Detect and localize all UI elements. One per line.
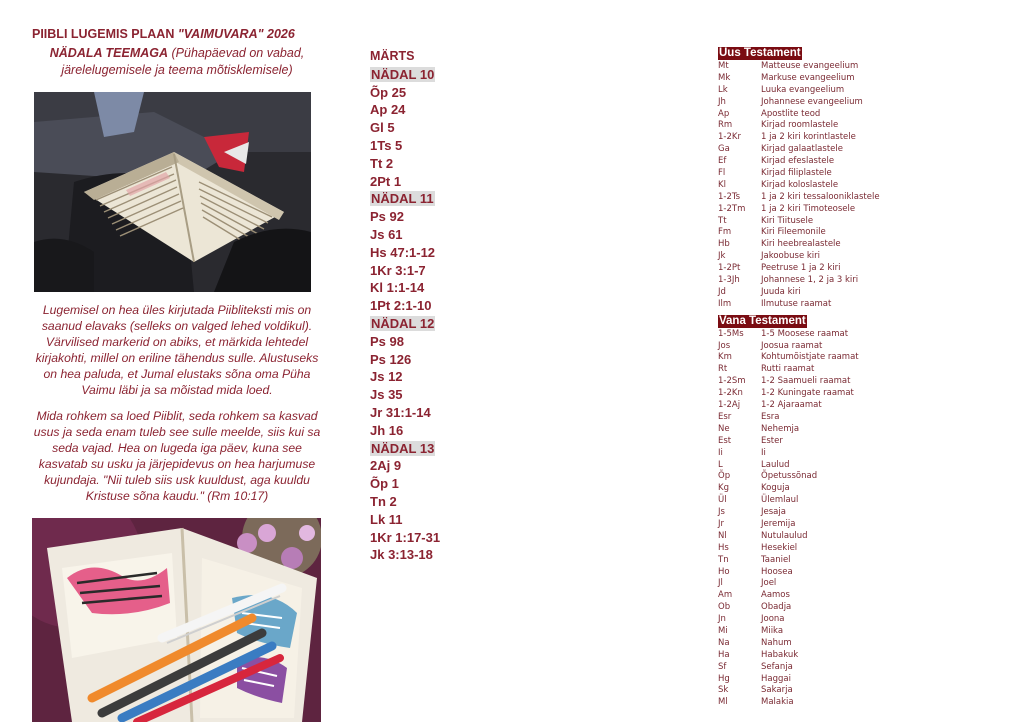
reading-entry: 1Ts 5: [370, 137, 403, 153]
book-abbr: Tt: [718, 215, 727, 226]
book-abbr: Lk: [718, 84, 728, 95]
book-row: [718, 364, 1018, 376]
book-row: [718, 424, 1018, 436]
book-abbr: Nl: [718, 530, 727, 541]
book-name: Nahum: [761, 637, 792, 648]
book-abbr: Fl: [718, 168, 726, 179]
book-row: [718, 471, 1018, 483]
book-row: [718, 697, 1018, 709]
book-row: [718, 329, 1018, 341]
book-name: Malakia: [761, 697, 794, 708]
book-abbr: Hg: [718, 673, 730, 684]
book-abbr: Ml: [718, 697, 728, 708]
book-name: Johannese 1, 2 ja 3 kiri: [761, 275, 859, 286]
book-row: [718, 614, 1018, 626]
book-name: 1 ja 2 kiri Timoteosele: [761, 203, 856, 214]
book-row: [718, 567, 1018, 579]
book-abbr: Ilm: [718, 298, 732, 309]
book-name: Laulud: [761, 459, 790, 470]
book-row: [718, 650, 1018, 662]
week-label: NÄDAL 12: [371, 315, 435, 331]
book-name: 1-2 Kuningate raamat: [761, 388, 854, 399]
reading-entry: Ap 24: [370, 102, 406, 118]
book-row: [718, 483, 1018, 495]
book-name: Miika: [761, 625, 784, 636]
book-abbr: Hs: [718, 542, 729, 553]
book-abbr: Jn: [718, 614, 726, 625]
book-abbr: Fm: [718, 227, 732, 238]
book-row: [718, 287, 1018, 299]
book-name: Esra: [761, 411, 780, 422]
book-abbr: Mt: [718, 61, 729, 71]
book-name: Juuda kiri: [761, 286, 801, 297]
bible-reading-photo: [34, 92, 311, 292]
book-name: Joosua raamat: [761, 340, 823, 351]
book-abbr: Est: [718, 435, 732, 446]
book-row: [718, 376, 1018, 388]
book-row: [718, 602, 1018, 614]
book-row: [718, 120, 1018, 132]
reading-entry: Õp 1: [370, 476, 399, 492]
book-abbr: Ho: [718, 566, 730, 577]
book-abbr: 1-2Kn: [718, 388, 743, 399]
book-name: Ii: [761, 447, 766, 458]
book-name: Ilmutuse raamat: [761, 298, 832, 309]
book-abbreviations: [718, 43, 1018, 709]
book-name: Haggai: [761, 673, 791, 684]
reading-plan: [370, 48, 490, 564]
book-abbr: Js: [718, 507, 725, 518]
reading-entry: Tn 2: [370, 493, 397, 509]
book-abbr: Ap: [718, 108, 730, 119]
book-row: [718, 674, 1018, 686]
book-name: Peetruse 1 ja 2 kiri: [761, 263, 841, 274]
reading-entry: Jh 16: [370, 422, 404, 438]
book-name: Hoosea: [761, 566, 793, 577]
book-row: [718, 662, 1018, 674]
journaling-bible-photo: [32, 518, 321, 722]
book-name: Nutulaulud: [761, 530, 808, 541]
book-abbr: Kl: [718, 179, 726, 190]
book-abbr: 1-2Ts: [718, 191, 741, 202]
book-abbr: Am: [718, 590, 733, 601]
book-abbr: Tn: [718, 554, 729, 565]
book-name: 1 ja 2 kiri tessalooniklastele: [761, 191, 880, 202]
book-abbr: Jk: [718, 251, 726, 262]
book-abbr: Esr: [718, 411, 732, 422]
reading-entry: Jk 3:13-18: [370, 547, 433, 563]
week-label: NÄDAL 13: [371, 440, 435, 456]
book-row: [718, 531, 1018, 543]
book-name: Joona: [761, 614, 785, 625]
book-name: Kohtumõistjate raamat: [761, 352, 859, 363]
reading-entry: Jr 31:1-14: [370, 404, 431, 420]
book-row: [718, 352, 1018, 364]
book-abbr: Jh: [718, 96, 726, 107]
book-abbr: Ob: [718, 602, 731, 613]
book-name: Sefanja: [761, 661, 793, 672]
book-name: Koguja: [761, 483, 790, 494]
book-name: Nehemja: [761, 423, 800, 434]
book-name: Kirjad filiplastele: [761, 168, 832, 179]
reading-entry: Tt 2: [370, 155, 394, 171]
book-name: Kiri Tiitusele: [761, 215, 814, 226]
book-name: 1-5 Moosese raamat: [761, 328, 849, 339]
book-row: [718, 519, 1018, 531]
intro-paragraph-2: Mida rohkem sa loed Piiblit, seda rohkem sa kasvad usus ja seda enam tuleb see sulle meelde, siis kui sa seda vajad. Hea on lugeda iga päev, kuna see kasvatab su usku ja järjepidevus on hea harjumuse kujundaja. "Nii tuleb siis usk kuuldust, aga kuuldu Kristuse sõna kaudu." (Rm 10:17): [33, 409, 321, 503]
book-abbr: Hb: [718, 239, 730, 250]
book-name: 1 ja 2 kiri korintlastele: [761, 132, 856, 143]
book-abbr: Jl: [718, 578, 723, 589]
book-abbr: Jos: [718, 340, 731, 351]
reading-entry: Js 35: [370, 387, 403, 403]
book-abbr: Mk: [718, 72, 731, 83]
book-row: [718, 132, 1018, 144]
plan-title: PIIBLI LUGEMIS PLAAN "VAIMUVARA" 2026: [32, 27, 295, 41]
book-row: [718, 388, 1018, 400]
book-row: [718, 590, 1018, 602]
book-abbr: 1-2Pt: [718, 263, 741, 274]
book-abbr: 1-2Aj: [718, 400, 741, 411]
book-name: Kiri heebrealastele: [761, 239, 841, 250]
book-row: [718, 61, 1018, 73]
book-name: Obadja: [761, 602, 792, 613]
book-row: [718, 85, 1018, 97]
book-abbr: Rm: [718, 120, 733, 131]
book-name: Kirjad galaatlastele: [761, 144, 843, 155]
book-abbr: Ne: [718, 423, 730, 434]
book-name: Habakuk: [761, 649, 799, 660]
intro-paragraph-1: Lugemisel on hea üles kirjutada Piibliteksti mis on saanud elavaks (selleks on valged lehed voldikul). Värvilised markerid on abiks, et märkida lehtedel kirjakohti, millel on eriline tähendus sulle. Alustuseks on hea paluda, et Jumal elustaks sõna oma Püha Vaimu läbi ja sa mõistad mida loed.: [35, 303, 319, 397]
book-row: [718, 180, 1018, 192]
book-name: Kiri Fileemonile: [761, 227, 826, 238]
book-row: [718, 555, 1018, 567]
book-row: [718, 239, 1018, 251]
book-name: Õpetussõnad: [761, 471, 818, 482]
book-name: Joel: [761, 578, 777, 589]
book-name: Luuka evangeelium: [761, 84, 845, 95]
book-row: [718, 227, 1018, 239]
book-abbr: Kg: [718, 483, 729, 494]
book-abbr: 1-5Ms: [718, 328, 744, 339]
book-name: Hesekiel: [761, 542, 798, 553]
book-abbr: Ii: [718, 447, 723, 458]
book-name: Ülemlaul: [761, 495, 799, 506]
book-row: [718, 251, 1018, 263]
book-abbr: Ül: [718, 495, 727, 506]
book-name: Sakarja: [761, 685, 793, 696]
ot-section: [718, 311, 1018, 710]
reading-entry: Hs 47:1-12: [370, 244, 436, 260]
book-row: [718, 263, 1018, 275]
book-name: Apostlite teod: [761, 108, 821, 119]
reading-entry: 1Kr 1:17-31: [370, 529, 441, 545]
book-name: Jeremija: [761, 518, 796, 529]
book-name: Kirjad koloslastele: [761, 179, 839, 190]
book-abbr: Ha: [718, 649, 730, 660]
book-abbr: Km: [718, 352, 732, 363]
book-abbr: Jd: [718, 286, 726, 297]
book-row: [718, 299, 1018, 311]
reading-entry: 1Pt 2:1-10: [370, 298, 432, 314]
theme-note: NÄDALA TEEMAGA (Pühapäevad on vabad, järelelugemisele ja teema mõtisklemisele): [49, 46, 305, 77]
book-abbr: Na: [718, 637, 730, 648]
book-name: Ester: [761, 435, 783, 446]
book-name: Taaniel: [761, 554, 791, 565]
book-abbr: 1-2Tm: [718, 203, 746, 214]
book-row: [718, 685, 1018, 697]
book-abbr: Õp: [718, 471, 731, 482]
book-abbr: 1-2Kr: [718, 132, 741, 143]
reading-entry: Lk 11: [370, 511, 403, 527]
book-row: [718, 204, 1018, 216]
book-name: Rutti raamat: [761, 364, 815, 375]
book-row: [718, 168, 1018, 180]
week-label: NÄDAL 10: [371, 66, 435, 82]
book-name: Kirjad efeslastele: [761, 156, 835, 167]
book-row: [718, 436, 1018, 448]
reading-entry: Ps 126: [370, 351, 412, 367]
book-row: [718, 578, 1018, 590]
book-row: [718, 448, 1018, 460]
book-name: Jesaja: [761, 507, 786, 518]
reading-entry: Gl 5: [370, 120, 395, 136]
book-row: [718, 460, 1018, 472]
book-row: [718, 412, 1018, 424]
reading-entry: Ps 98: [370, 333, 404, 349]
book-name: Jakoobuse kiri: [761, 251, 821, 262]
book-row: [718, 216, 1018, 228]
book-abbr: L: [718, 459, 723, 470]
book-row: [718, 144, 1018, 156]
book-row: [718, 341, 1018, 353]
book-name: Kirjad roomlastele: [761, 120, 839, 131]
book-abbr: 1-2Sm: [718, 376, 746, 387]
reading-entry: Js 61: [370, 226, 403, 242]
nt-section: [718, 43, 1018, 311]
nt-heading: Uus Testament: [719, 47, 801, 59]
book-name: 1-2 Saamueli raamat: [761, 376, 851, 387]
book-abbr: Ef: [718, 156, 727, 167]
reading-entry: Js 12: [370, 369, 403, 385]
book-name: Matteuse evangeelium: [761, 61, 859, 71]
book-row: [718, 400, 1018, 412]
book-row: [718, 507, 1018, 519]
book-row: [718, 626, 1018, 638]
book-abbr: Ga: [718, 144, 730, 155]
book-row: [718, 192, 1018, 204]
book-name: Aamos: [761, 590, 790, 601]
book-row: [718, 73, 1018, 85]
book-row: [718, 543, 1018, 555]
book-name: Markuse evangeelium: [761, 72, 855, 83]
book-name: 1-2 Ajaraamat: [761, 400, 822, 411]
reading-entry: Kl 1:1-14: [370, 280, 425, 296]
book-row: [718, 156, 1018, 168]
book-name: Johannese evangeelium: [761, 96, 863, 107]
book-row: [718, 495, 1018, 507]
book-abbr: Sk: [718, 685, 729, 696]
book-abbr: 1-3Jh: [718, 275, 740, 286]
ot-heading: Vana Testament: [719, 314, 806, 327]
book-abbr: Jr: [718, 518, 725, 529]
reading-entry: 2Pt 1: [370, 173, 402, 189]
book-row: [718, 97, 1018, 109]
reading-entry: Ps 92: [370, 209, 404, 225]
book-abbr: Sf: [718, 661, 727, 672]
book-row: [718, 275, 1018, 287]
book-row: [718, 109, 1018, 121]
book-row: [718, 638, 1018, 650]
week-label: NÄDAL 11: [371, 191, 434, 207]
left-panel: [0, 0, 350, 725]
month-label: MÄRTS: [370, 49, 415, 63]
book-abbr: Rt: [718, 364, 728, 375]
reading-entry: 2Aj 9: [370, 458, 402, 474]
reading-entry: 1Kr 3:1-7: [370, 262, 426, 278]
reading-entry: Õp 25: [370, 84, 407, 100]
book-abbr: Mi: [718, 625, 728, 636]
